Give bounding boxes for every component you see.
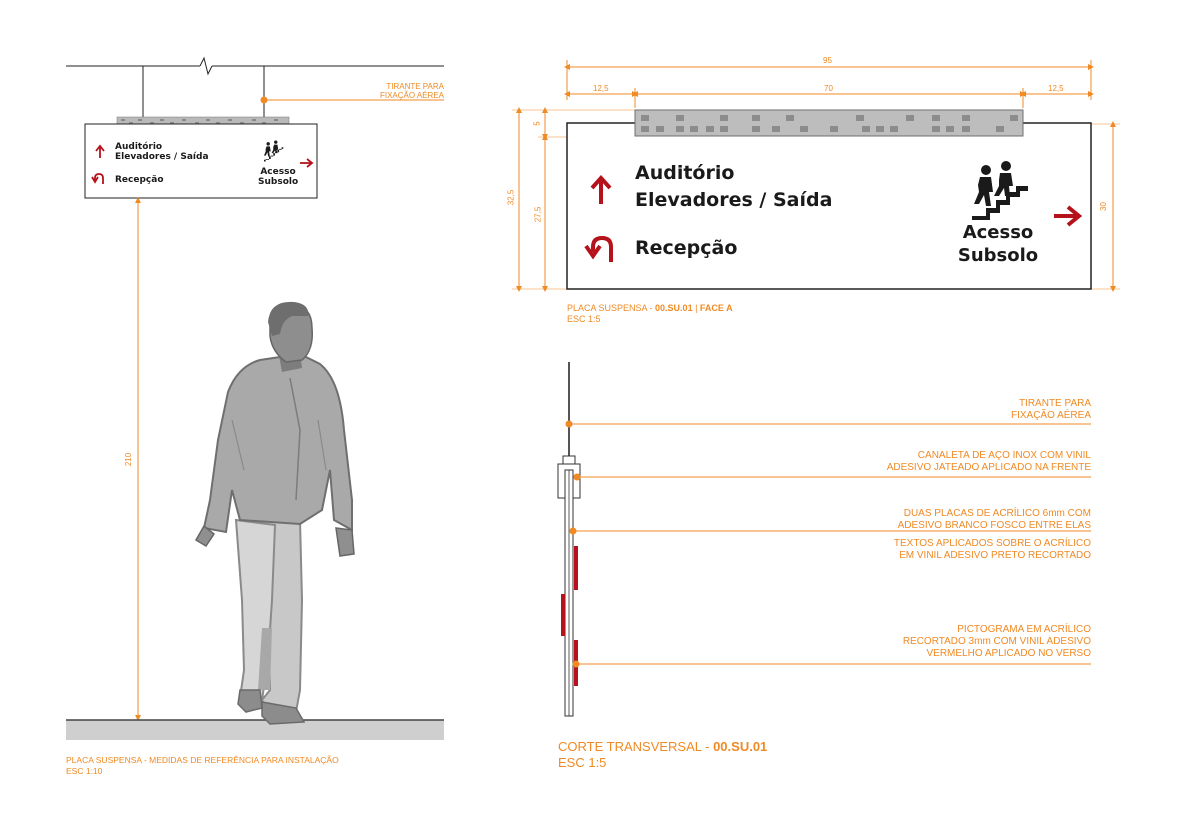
note-hanger-line-2: FIXAÇÃO AÉREA [1010,410,1091,421]
note-pictogram [790,624,1091,660]
note-hanger [790,398,1091,422]
note-texts [790,538,1091,562]
face-a-scale: ESC 1:5 [567,314,601,324]
note-channel [790,450,1091,474]
section-caption [558,739,767,754]
note-texts-line-2: EM VINIL ADESIVO PRETO RECORTADO [899,550,1091,561]
small-sign-line-recepcao: Recepção [115,175,164,185]
face-a-caption-code: 00.SU.01 [655,303,693,313]
section-scale: ESC 1:5 [558,755,607,770]
note-channel-line-1: CANALETA DE AÇO INOX COM VINIL [917,450,1091,461]
floor [66,720,444,740]
dim-total-width: 95 [823,56,832,65]
dim-right-margin: 12,5 [1048,84,1064,93]
small-sign-line-auditorio: Auditório [115,142,163,152]
sign-line-recepcao: Recepção [635,237,738,259]
note-acrylic-plates [790,508,1091,532]
face-a-caption [567,303,733,314]
dim-panel-height: 27,5 [533,206,543,223]
sign-pictogram-label-1: Acesso [962,222,1034,243]
hanger-label-line-2: FIXAÇÃO AÉREA [379,91,444,100]
note-pictogram-line-3: VERMELHO APLICADO NO VERSO [926,648,1091,659]
note-hanger-line-1: TIRANTE PARA [1018,398,1091,409]
face-a-caption-prefix: PLACA SUSPENSA - [567,303,656,313]
elevation-scale: ESC 1:10 [66,766,103,776]
walking-person-figure [196,302,354,724]
hanger-label [334,82,444,100]
note-acrylic-plates-line-2: ADESIVO BRANCO FOSCO ENTRE ELAS [897,520,1091,531]
face-a-caption-sep: | [692,303,700,313]
height-dimension-label: 210 [124,452,134,467]
face-a-caption-face: FACE A [699,303,733,313]
note-channel-line-2: ADESIVO JATEADO APLICADO NA FRENTE [886,462,1091,473]
note-texts-line-1: TEXTOS APLICADOS SOBRE O ACRÍLICO [893,538,1091,549]
ceiling-line [66,58,444,74]
dim-top-gap: 5 [532,121,542,126]
dim-right-height: 30 [1098,202,1108,211]
note-pictogram-line-1: PICTOGRAMA EM ACRÍLICO [957,624,1091,635]
small-sign-line-elevadores: Elevadores / Saída [115,152,209,162]
dim-channel-width: 70 [824,84,833,93]
note-pictogram-line-2: RECORTADO 3mm COM VINIL ADESIVO [902,636,1091,647]
section-caption-code: 00.SU.01 [713,739,768,754]
elevation-caption: PLACA SUSPENSA - MEDIDAS DE REFERÊNCIA PARA INSTALAÇÃO [66,755,339,765]
hanger-label-line-1: TIRANTE PARA [386,82,444,91]
sign-pictogram-label-2: Subsolo [957,245,1039,266]
small-sign-pictogram-label-2: Subsolo [258,177,299,187]
note-acrylic-plates-line-1: DUAS PLACAS DE ACRÍLICO 6mm COM [903,508,1091,519]
sign-line-auditorio: Auditório [635,162,735,184]
dim-overall-height: 32,5 [506,189,516,206]
sign-line-elevadores: Elevadores / Saída [635,189,833,211]
small-sign-pictogram-label-1: Acesso [260,167,296,177]
dim-left-margin: 12,5 [593,84,609,93]
section-caption-prefix: CORTE TRANSVERSAL - [558,739,714,754]
